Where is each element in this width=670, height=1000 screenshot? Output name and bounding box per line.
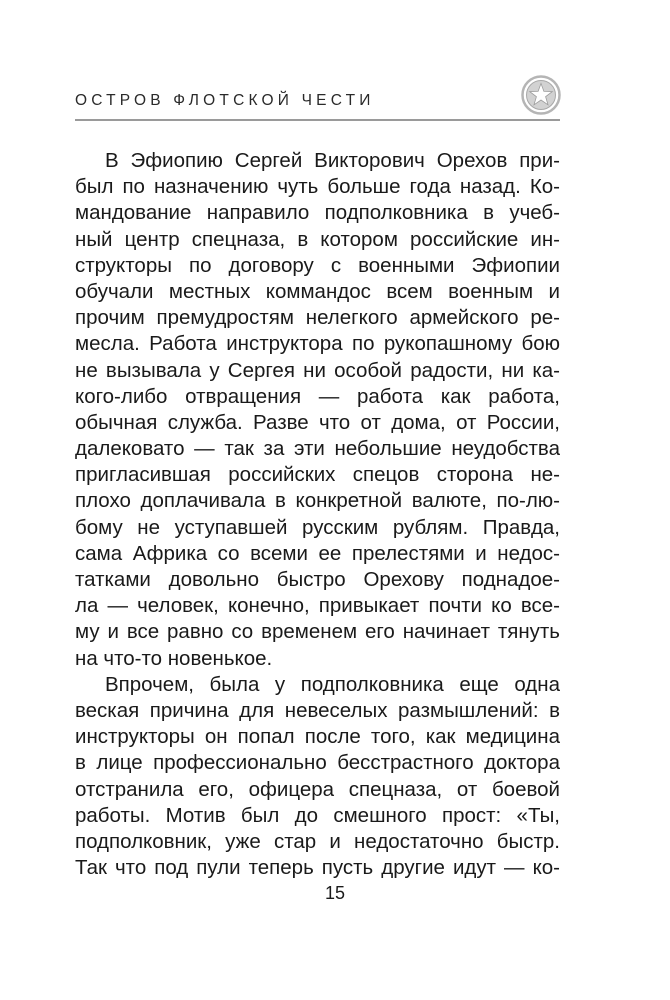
- text-line: на что-то новенькое.: [75, 646, 273, 670]
- body-text: [75, 148, 560, 881]
- text-line: в лице профессионально бесстрастного доктора: [75, 751, 560, 775]
- paragraph-2: [75, 672, 560, 882]
- text-line: веская причина для невеселых размышлений: в: [75, 698, 560, 722]
- paragraph-1: [75, 148, 560, 672]
- text-line: не вызывала у Сергея ни особой радости, ни ка-: [75, 358, 560, 382]
- text-line: плохо доплачивала в конкретной валюте, по-лю-: [75, 489, 560, 513]
- text-line: подполковник, уже стар и недостаточно быстр.: [75, 829, 560, 853]
- text-line: мандование направило подполковника в учеб-: [75, 201, 560, 225]
- star-in-circle-icon: [521, 75, 561, 115]
- text-line: обычная служба. Разве что от дома, от России,: [75, 410, 560, 434]
- text-line: кого-либо отвращения — работа как работа,: [75, 384, 560, 408]
- text-line: сама Африка со всеми ее прелестями и недос-: [75, 541, 560, 565]
- text-line: му и все равно со временем его начинает тянуть: [75, 620, 560, 644]
- text-line: прочим премудростям нелегкого армейского ре-: [75, 306, 560, 330]
- text-line: далековато — так за эти небольшие неудобства: [75, 437, 560, 461]
- text-line: месла. Работа инструктора по рукопашному бою: [75, 332, 560, 356]
- text-line: Так что под пули теперь пусть другие идут — ко-: [75, 856, 560, 880]
- page-number: 15: [324, 883, 346, 903]
- text-line: отстранила его, офицера спецназа, от боевой: [75, 777, 560, 801]
- text-line: инструкторы он попал после того, как медицина: [75, 725, 560, 749]
- text-line: пригласившая российских спецов сторона не-: [75, 463, 560, 487]
- text-line: татками довольно быстро Орехову поднадое-: [75, 568, 560, 591]
- text-line: был по назначению чуть больше года назад. Ко-: [75, 175, 560, 199]
- text-line: ла — человек, конечно, привыкает почти ко все-: [75, 594, 560, 618]
- running-title: ОСТРОВ ФЛОТСКОЙ ЧЕСТИ: [75, 92, 375, 109]
- text-line: В Эфиопию Сергей Викторович Орехов при-: [105, 149, 560, 172]
- header-rule: [75, 119, 560, 121]
- text-line: Впрочем, была у подполковника еще одна: [105, 672, 560, 696]
- text-line: работы. Мотив был до смешного прост: «Ты,: [75, 803, 560, 827]
- text-line: структоры по договору с военными Эфиопии: [75, 253, 560, 277]
- text-line: ный центр спецназа, в котором российские ин-: [75, 227, 560, 251]
- text-line: обучали местных коммандос всем военным и: [75, 279, 560, 303]
- text-line: бому не уступавшей русским рублям. Правда,: [75, 515, 560, 539]
